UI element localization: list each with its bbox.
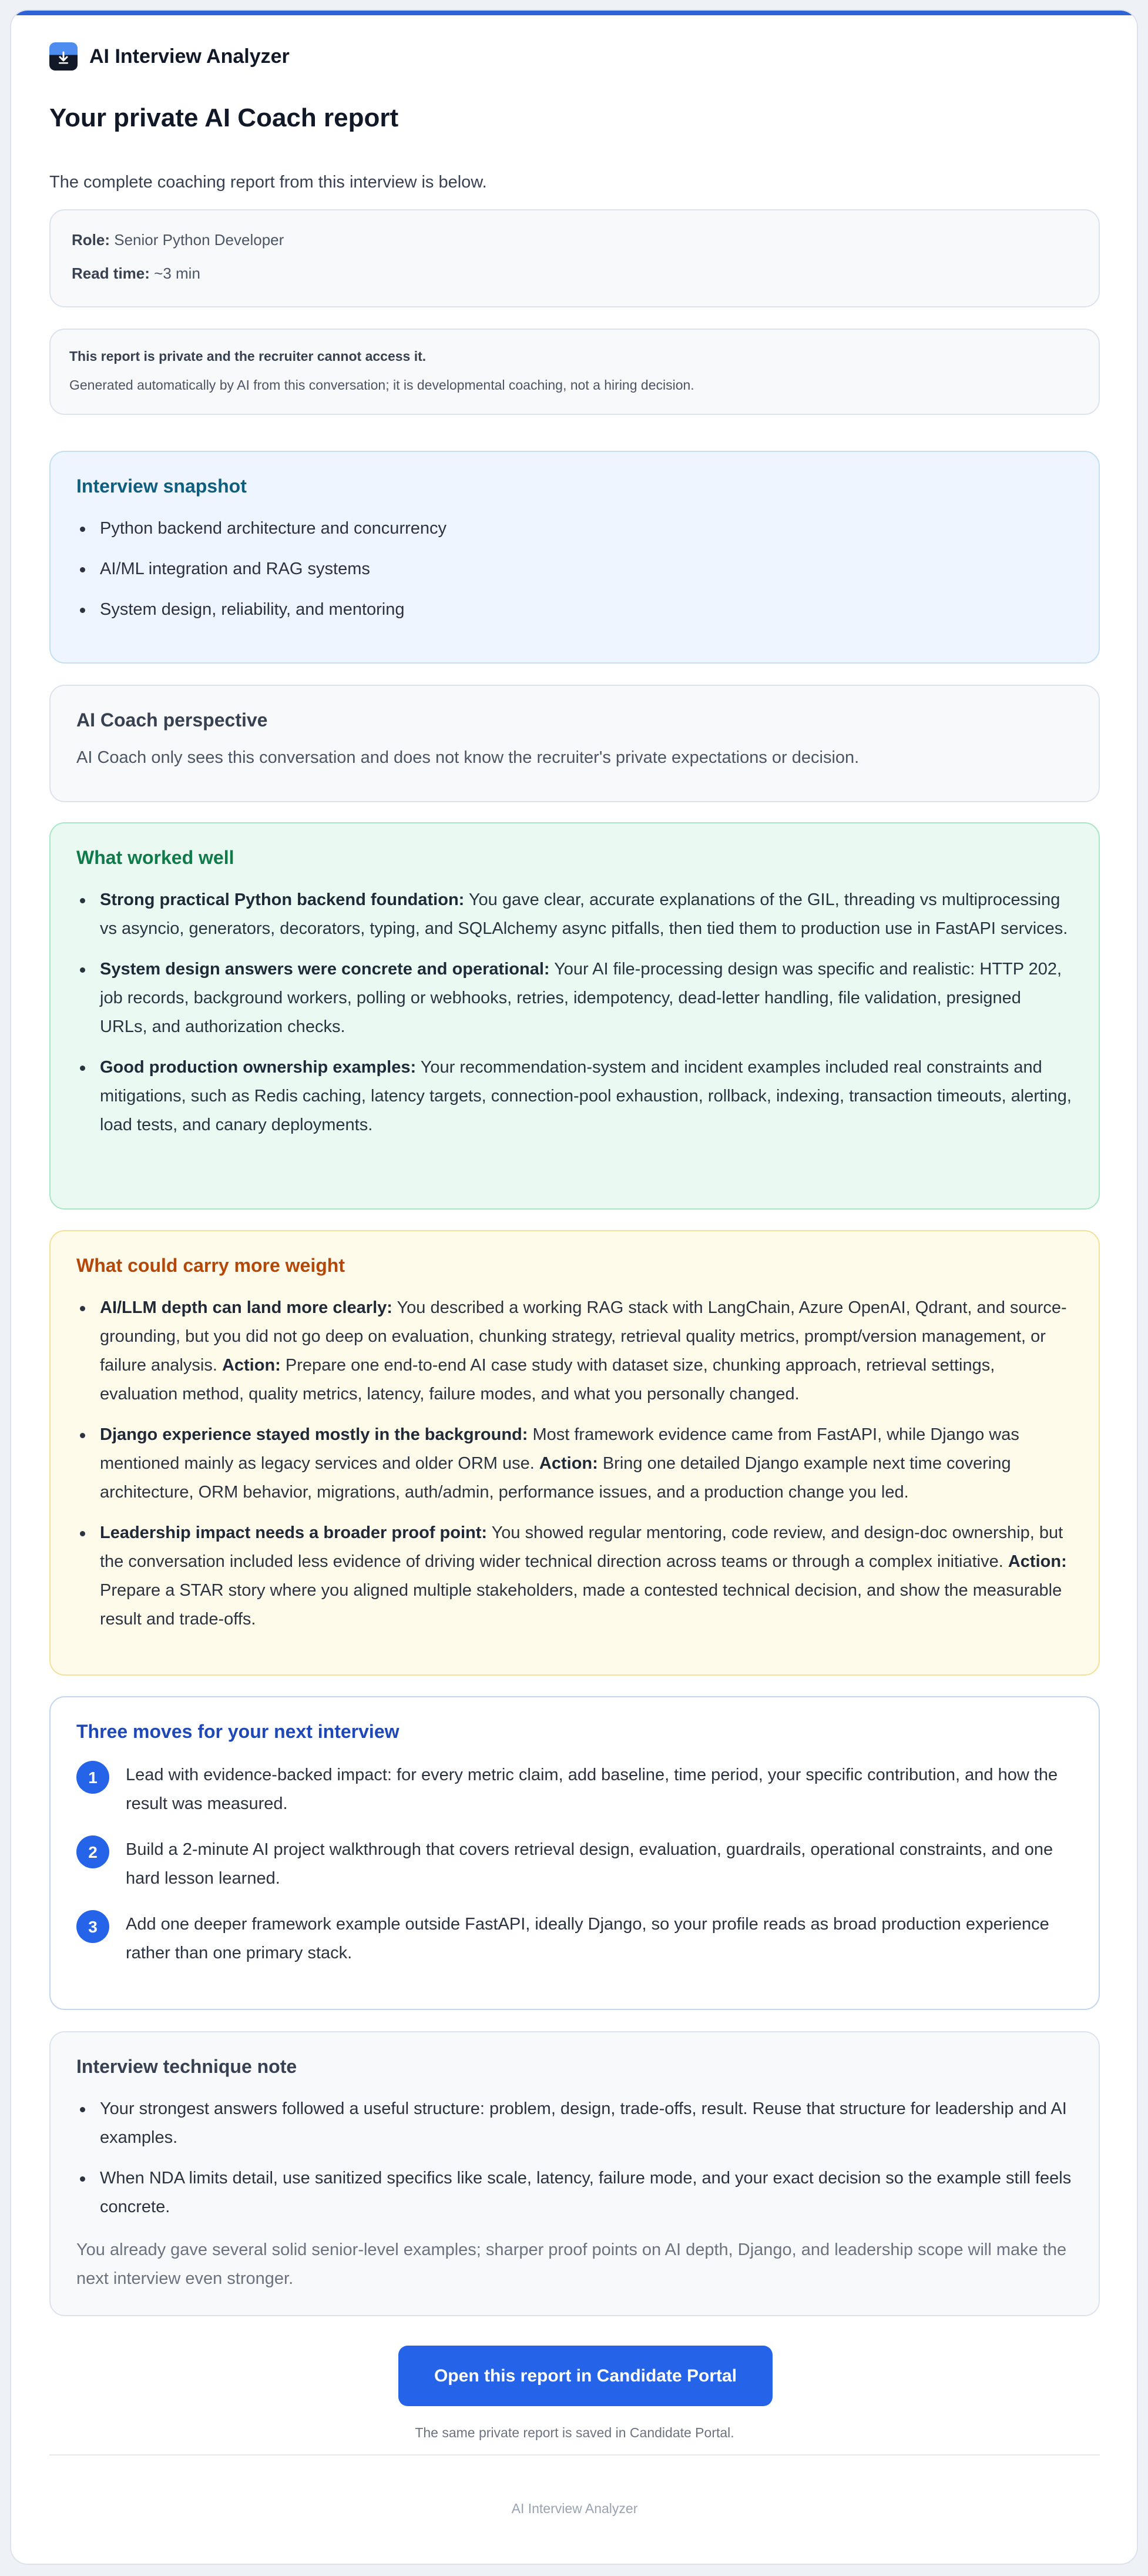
worked-well-heading: What worked well xyxy=(76,847,234,868)
item-lead: Strong practical Python backend foundation: xyxy=(100,890,465,909)
role-label: Role: xyxy=(72,231,110,249)
move-text: Build a 2-minute AI project walkthrough that covers retrieval design, evaluation, guardrails, operational constraints, and one hard lesson learned. xyxy=(126,1840,1053,1888)
perspective-section xyxy=(49,685,1100,802)
read-time-label: Read time: xyxy=(72,264,150,282)
brand-name: AI Interview Analyzer xyxy=(89,45,290,68)
item-lead: Django experience stayed mostly in the background: xyxy=(100,1425,528,1444)
list-item: AI/ML integration and RAG systems xyxy=(76,555,1073,584)
move-item xyxy=(76,1910,1073,1968)
list-item: System design, reliability, and mentoring xyxy=(76,595,1073,624)
technique-closing: You already gave several solid senior-level examples; sharper proof points on AI depth, Django, and leadership scope will make the next interview even stronger. xyxy=(76,2240,1067,2288)
list-item: When NDA limits detail, use sanitized specifics like scale, latency, failure mode, and your exact decision so the example still feels concrete. xyxy=(76,2164,1073,2222)
more-weight-list xyxy=(76,1294,1073,1634)
action-text: Prepare one end-to-end AI case study with dataset size, chunking approach, retrieval settings, evaluation method, quality metrics, latency, failure modes, and what you personally changed. xyxy=(100,1356,995,1403)
list-item xyxy=(76,1519,1073,1634)
list-item xyxy=(76,886,1073,943)
move-text: Add one deeper framework example outside FastAPI, ideally Django, so your profile reads as broad production experience rather than one primary stack. xyxy=(126,1915,1049,1962)
intro-text: The complete coaching report from this interview is below. xyxy=(49,173,487,192)
next-moves-heading: Three moves for your next interview xyxy=(76,1721,400,1742)
action-label: Action: xyxy=(1008,1552,1067,1571)
list-item xyxy=(76,1421,1073,1507)
privacy-sub: Generated automatically by AI from this conversation; it is developmental coaching, not a hiring decision. xyxy=(69,377,694,393)
brand-header xyxy=(49,42,290,71)
open-portal-button[interactable]: Open this report in Candidate Portal xyxy=(398,2346,773,2406)
snapshot-heading: Interview snapshot xyxy=(76,475,247,497)
perspective-text: AI Coach only sees this conversation and does not know the recruiter's private expectations or decision. xyxy=(76,748,860,767)
role-line xyxy=(72,230,1077,249)
perspective-heading: AI Coach perspective xyxy=(76,709,268,731)
portal-note: The same private report is saved in Candidate Portal. xyxy=(415,2425,734,2440)
move-item xyxy=(76,1761,1073,1818)
list-item xyxy=(76,1294,1073,1409)
technique-section xyxy=(49,2031,1100,2316)
item-lead: Good production ownership examples: xyxy=(100,1058,417,1077)
snapshot-section xyxy=(49,451,1100,664)
list-item xyxy=(76,1053,1073,1140)
technique-heading: Interview technique note xyxy=(76,2056,297,2077)
download-icon xyxy=(49,42,78,71)
worked-well-list xyxy=(76,886,1073,1140)
list-item xyxy=(76,955,1073,1041)
action-label: Action: xyxy=(539,1454,598,1473)
item-lead: AI/LLM depth can land more clearly: xyxy=(100,1298,392,1317)
item-lead: System design answers were concrete and operational: xyxy=(100,960,550,979)
email-card xyxy=(10,9,1138,2565)
move-item xyxy=(76,1835,1073,1893)
move-text: Lead with evidence-backed impact: for every metric claim, add baseline, time period, your specific contribution, and how the result was measured. xyxy=(126,1766,1058,1813)
step-number-badge: 3 xyxy=(76,1910,109,1943)
item-text: You showed regular mentoring, code review, and design-doc ownership, but the conversation included less evidence of driving wider technical direction across teams or through a complex initiative. xyxy=(100,1523,1063,1571)
footer-brand: AI Interview Analyzer xyxy=(511,2501,638,2516)
page-title: Your private AI Coach report xyxy=(49,103,399,132)
privacy-strong: This report is private and the recruiter cannot access it. xyxy=(69,349,427,364)
snapshot-list xyxy=(76,514,1073,624)
action-label: Action: xyxy=(221,1356,281,1375)
technique-list xyxy=(76,2095,1073,2222)
more-weight-heading: What could carry more weight xyxy=(76,1255,345,1276)
more-weight-section xyxy=(49,1230,1100,1676)
role-value: Senior Python Developer xyxy=(114,231,284,249)
privacy-notice xyxy=(49,329,1100,415)
item-text: You gave clear, accurate explanations of the GIL, threading vs multiprocessing vs asyncio, generators, decorators, typing, and SQLAlchemy async pitfalls, then tied them to production use in FastAPI services. xyxy=(100,890,1068,938)
divider xyxy=(49,2454,1100,2456)
accent-bar xyxy=(11,11,1137,15)
next-moves-section xyxy=(49,1696,1100,2010)
action-text: Bring one detailed Django example next time covering architecture, ORM behavior, migrations, auth/admin, performance issues, and a production change you led. xyxy=(100,1454,1011,1502)
item-lead: Leadership impact needs a broader proof point: xyxy=(100,1523,488,1542)
item-text: You described a working RAG stack with LangChain, Azure OpenAI, Qdrant, and source-grounding, but you did not go deep on evaluation, chunking strategy, retrieval quality metrics, prompt/version management, or failure analysis. xyxy=(100,1298,1067,1375)
list-item: Your strongest answers followed a useful structure: problem, design, trade-offs, result. Reuse that structure for leadership and AI examples. xyxy=(76,2095,1073,2152)
list-item: Python backend architecture and concurrency xyxy=(76,514,1073,543)
item-text: Your AI file-processing design was specific and realistic: HTTP 202, job records, background workers, polling or webhooks, retries, idempotency, dead-letter handling, file validation, presigned URLs, and authorization checks. xyxy=(100,960,1062,1036)
item-text: Most framework evidence came from FastAPI, while Django was mentioned mainly as legacy services and older ORM use. xyxy=(100,1425,1019,1473)
read-time-value: ~3 min xyxy=(154,264,200,282)
meta-card xyxy=(49,209,1100,307)
step-number-badge: 1 xyxy=(76,1761,109,1794)
read-time-line xyxy=(72,264,1077,283)
item-text: Your recommendation-system and incident examples included real constraints and mitigations, such as Redis caching, latency targets, connection-pool exhaustion, rollback, indexing, transaction timeouts, alerting, load tests, and canary deployments. xyxy=(100,1058,1072,1134)
worked-well-section xyxy=(49,822,1100,1210)
action-text: Prepare a STAR story where you aligned multiple stakeholders, made a contested technical decision, and show the measurable result and trade-offs. xyxy=(100,1581,1062,1629)
step-number-badge: 2 xyxy=(76,1835,109,1868)
